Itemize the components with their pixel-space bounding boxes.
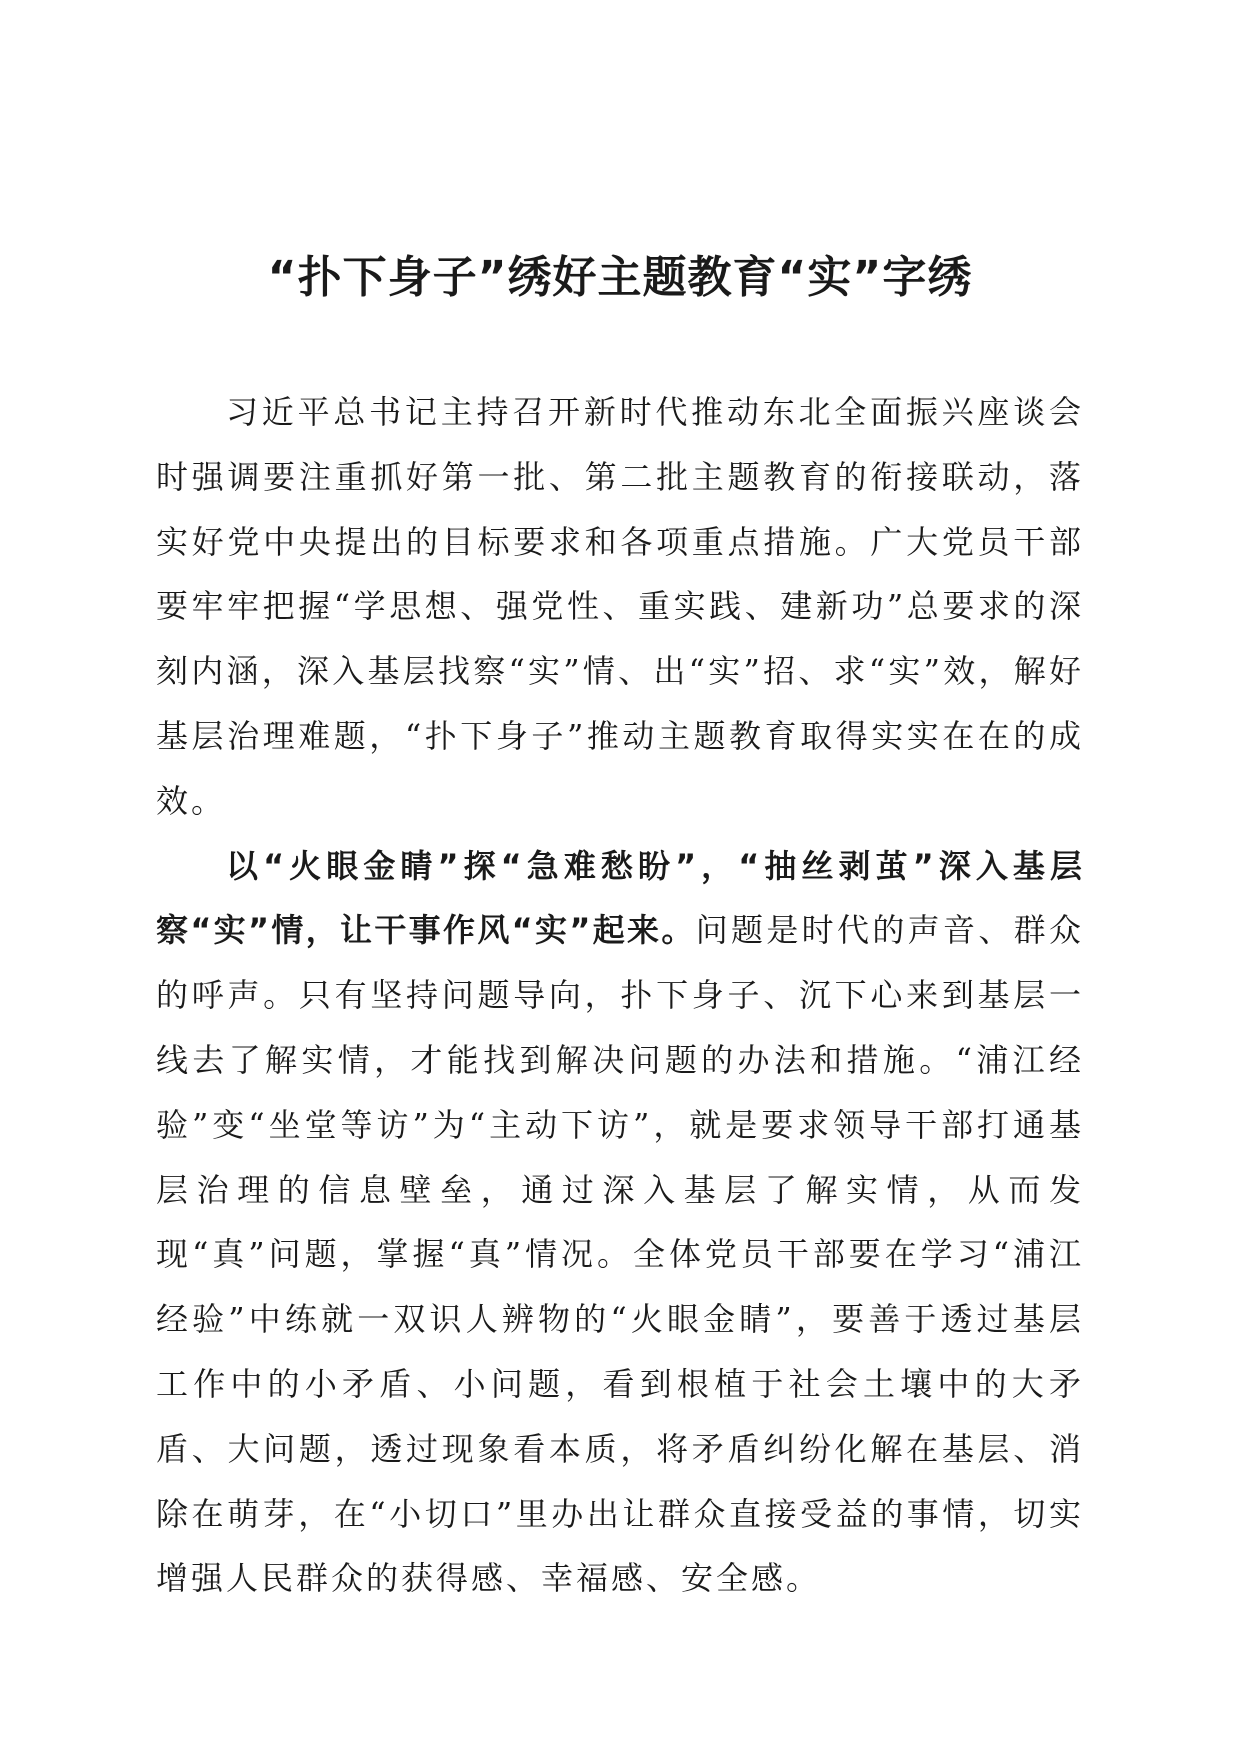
paragraph-intro bbox=[156, 380, 1084, 834]
paragraph-section-1-text: 问题是时代的声音、群众的呼声。只有坚持问题导向，扑下身子、沉下心来到基层一线去了解实情，才能找到解决问题的办法和措施。“浦江经验”变“坐堂等访”为“主动下访”，就是要求领导干部打通基层治理的信息壁垒，通过深入基层了解实情，从而发现“真”问题，掌握“真”情况。全体党员干部要在学习“浦江经验”中练就一双识人辨物的“火眼金睛”，要善于透过基层工作中的小矛盾、小问题，看到根植于社会土壤中的大矛盾、大问题，透过现象看本质，将矛盾纠纷化解在基层、消除在萌芽，在“小切口”里办出让群众直接受益的事情，切实增强人民群众的获得感、幸福感、安全感。 bbox=[156, 911, 1084, 1598]
paragraph-section-1 bbox=[156, 834, 1084, 1612]
paragraph-intro-text: 习近平总书记主持召开新时代推动东北全面振兴座谈会时强调要注重抓好第一批、第二批主题教育的衔接联动，落实好党中央提出的目标要求和各项重点措施。广大党员干部要牢牢把握“学思想、强党性、重实践、建新功”总要求的深刻内涵，深入基层找察“实”情、出“实”招、求“实”效，解好基层治理难题，“扑下身子”推动主题教育取得实实在在的成效。 bbox=[156, 393, 1084, 820]
document-title: “扑下身子”绣好主题教育“实”字绣 bbox=[267, 252, 973, 303]
section-1-heading: 以“火眼金睛”探“急难愁盼”，“抽丝剥茧”深入基层察“实”情，让干事作风“实”起来。 bbox=[156, 846, 1084, 950]
document-body bbox=[156, 380, 1084, 1611]
